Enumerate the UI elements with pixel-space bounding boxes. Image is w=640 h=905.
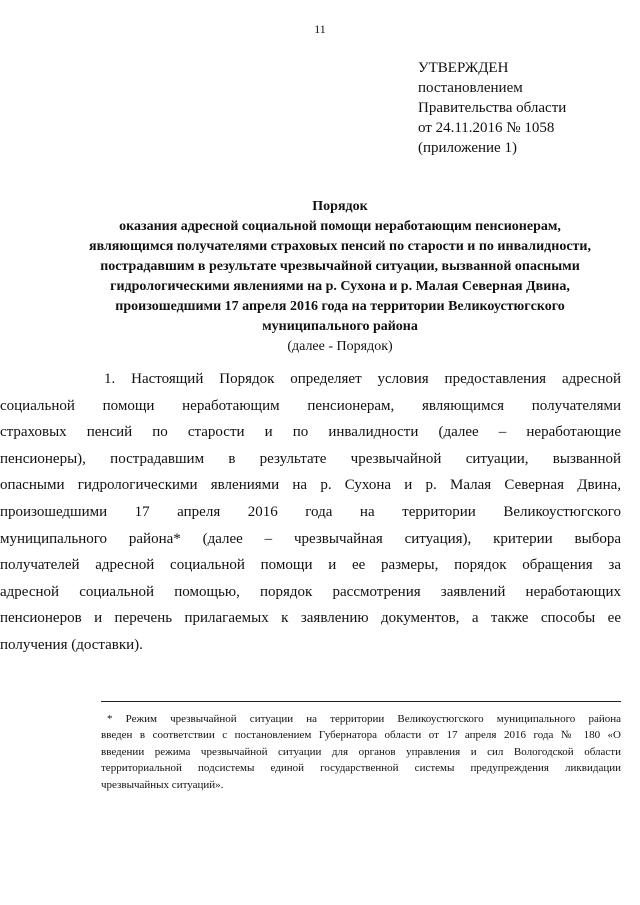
paragraph-line: социальной помощи неработающим пенсионерам, являющимся получателями [0, 397, 621, 414]
paragraph-1 [0, 366, 621, 659]
paragraph-line: 1. Настоящий Порядок определяет условия предоставления адресной [104, 371, 621, 387]
footnote-line: введен в соответствии с постановлением Губернатора области от 17 апреля 2016 года № 180 «О [101, 729, 621, 742]
paragraph-line: адресной социальной помощью, порядок рассмотрения заявлений неработающих [0, 583, 621, 600]
paragraph-line: получателей адресной социальной помощи и ее размеры, порядок обращения за [0, 557, 621, 574]
document-title [60, 197, 620, 357]
title-line: Порядок [312, 199, 368, 214]
title-line: произошедшими 17 апреля 2016 года на территории Великоустюгского [115, 299, 565, 314]
footnote-separator [101, 701, 621, 702]
approval-line: от 24.11.2016 № 1058 [418, 120, 555, 136]
paragraph-line: опасными гидрологическими явлениями на р. Сухона и р. Малая Северная Двина, [0, 477, 621, 494]
title-line: муниципального района [262, 319, 418, 334]
footnote-line: * Режим чрезвычайной ситуации на территории Великоустюгского муниципального района [107, 713, 621, 725]
approval-line: постановлением [418, 80, 523, 96]
paragraph-line: страховых пенсий по старости и по инвалидности (далее – неработающие [0, 424, 621, 441]
paragraph-line: муниципального района* (далее – чрезвычайная ситуация), критерии выбора [0, 530, 621, 547]
title-line: оказания адресной социальной помощи неработающим пенсионерам, [119, 219, 561, 234]
title-line: являющимся получателями страховых пенсий по старости и по инвалидности, [89, 239, 591, 254]
paragraph-line: получения (доставки). [0, 636, 143, 653]
footnote-line: чрезвычайных ситуаций». [101, 778, 224, 791]
approval-stamp [418, 58, 628, 158]
approval-line: (приложение 1) [418, 140, 517, 156]
title-line: гидрологическими явлениями на р. Сухона и р. Малая Северная Двина, [110, 279, 570, 294]
approval-line: Правительства области [418, 100, 567, 116]
title-subtitle: (далее - Порядок) [287, 339, 393, 354]
title-line: пострадавшим в результате чрезвычайной ситуации, вызванной опасными [100, 259, 580, 274]
footnote-line: территориальной подсистемы единой государственной системы предупреждения ликвидации [101, 762, 621, 775]
paragraph-line: пенсионеры), пострадавшим в результате чрезвычайной ситуации, вызванной [0, 450, 621, 467]
footnote-line: введении режима чрезвычайной ситуации для органов управления и сил Вологодской области [101, 745, 621, 758]
paragraph-line: пенсионеров и перечень прилагаемых к заявлению документов, а также способы ее [0, 610, 621, 627]
page-number: 11 [314, 22, 326, 36]
footnote [101, 711, 621, 793]
paragraph-line: произошедшими 17 апреля 2016 года на территории Великоустюгского [0, 503, 621, 520]
approval-line: УТВЕРЖДЕН [418, 60, 509, 76]
